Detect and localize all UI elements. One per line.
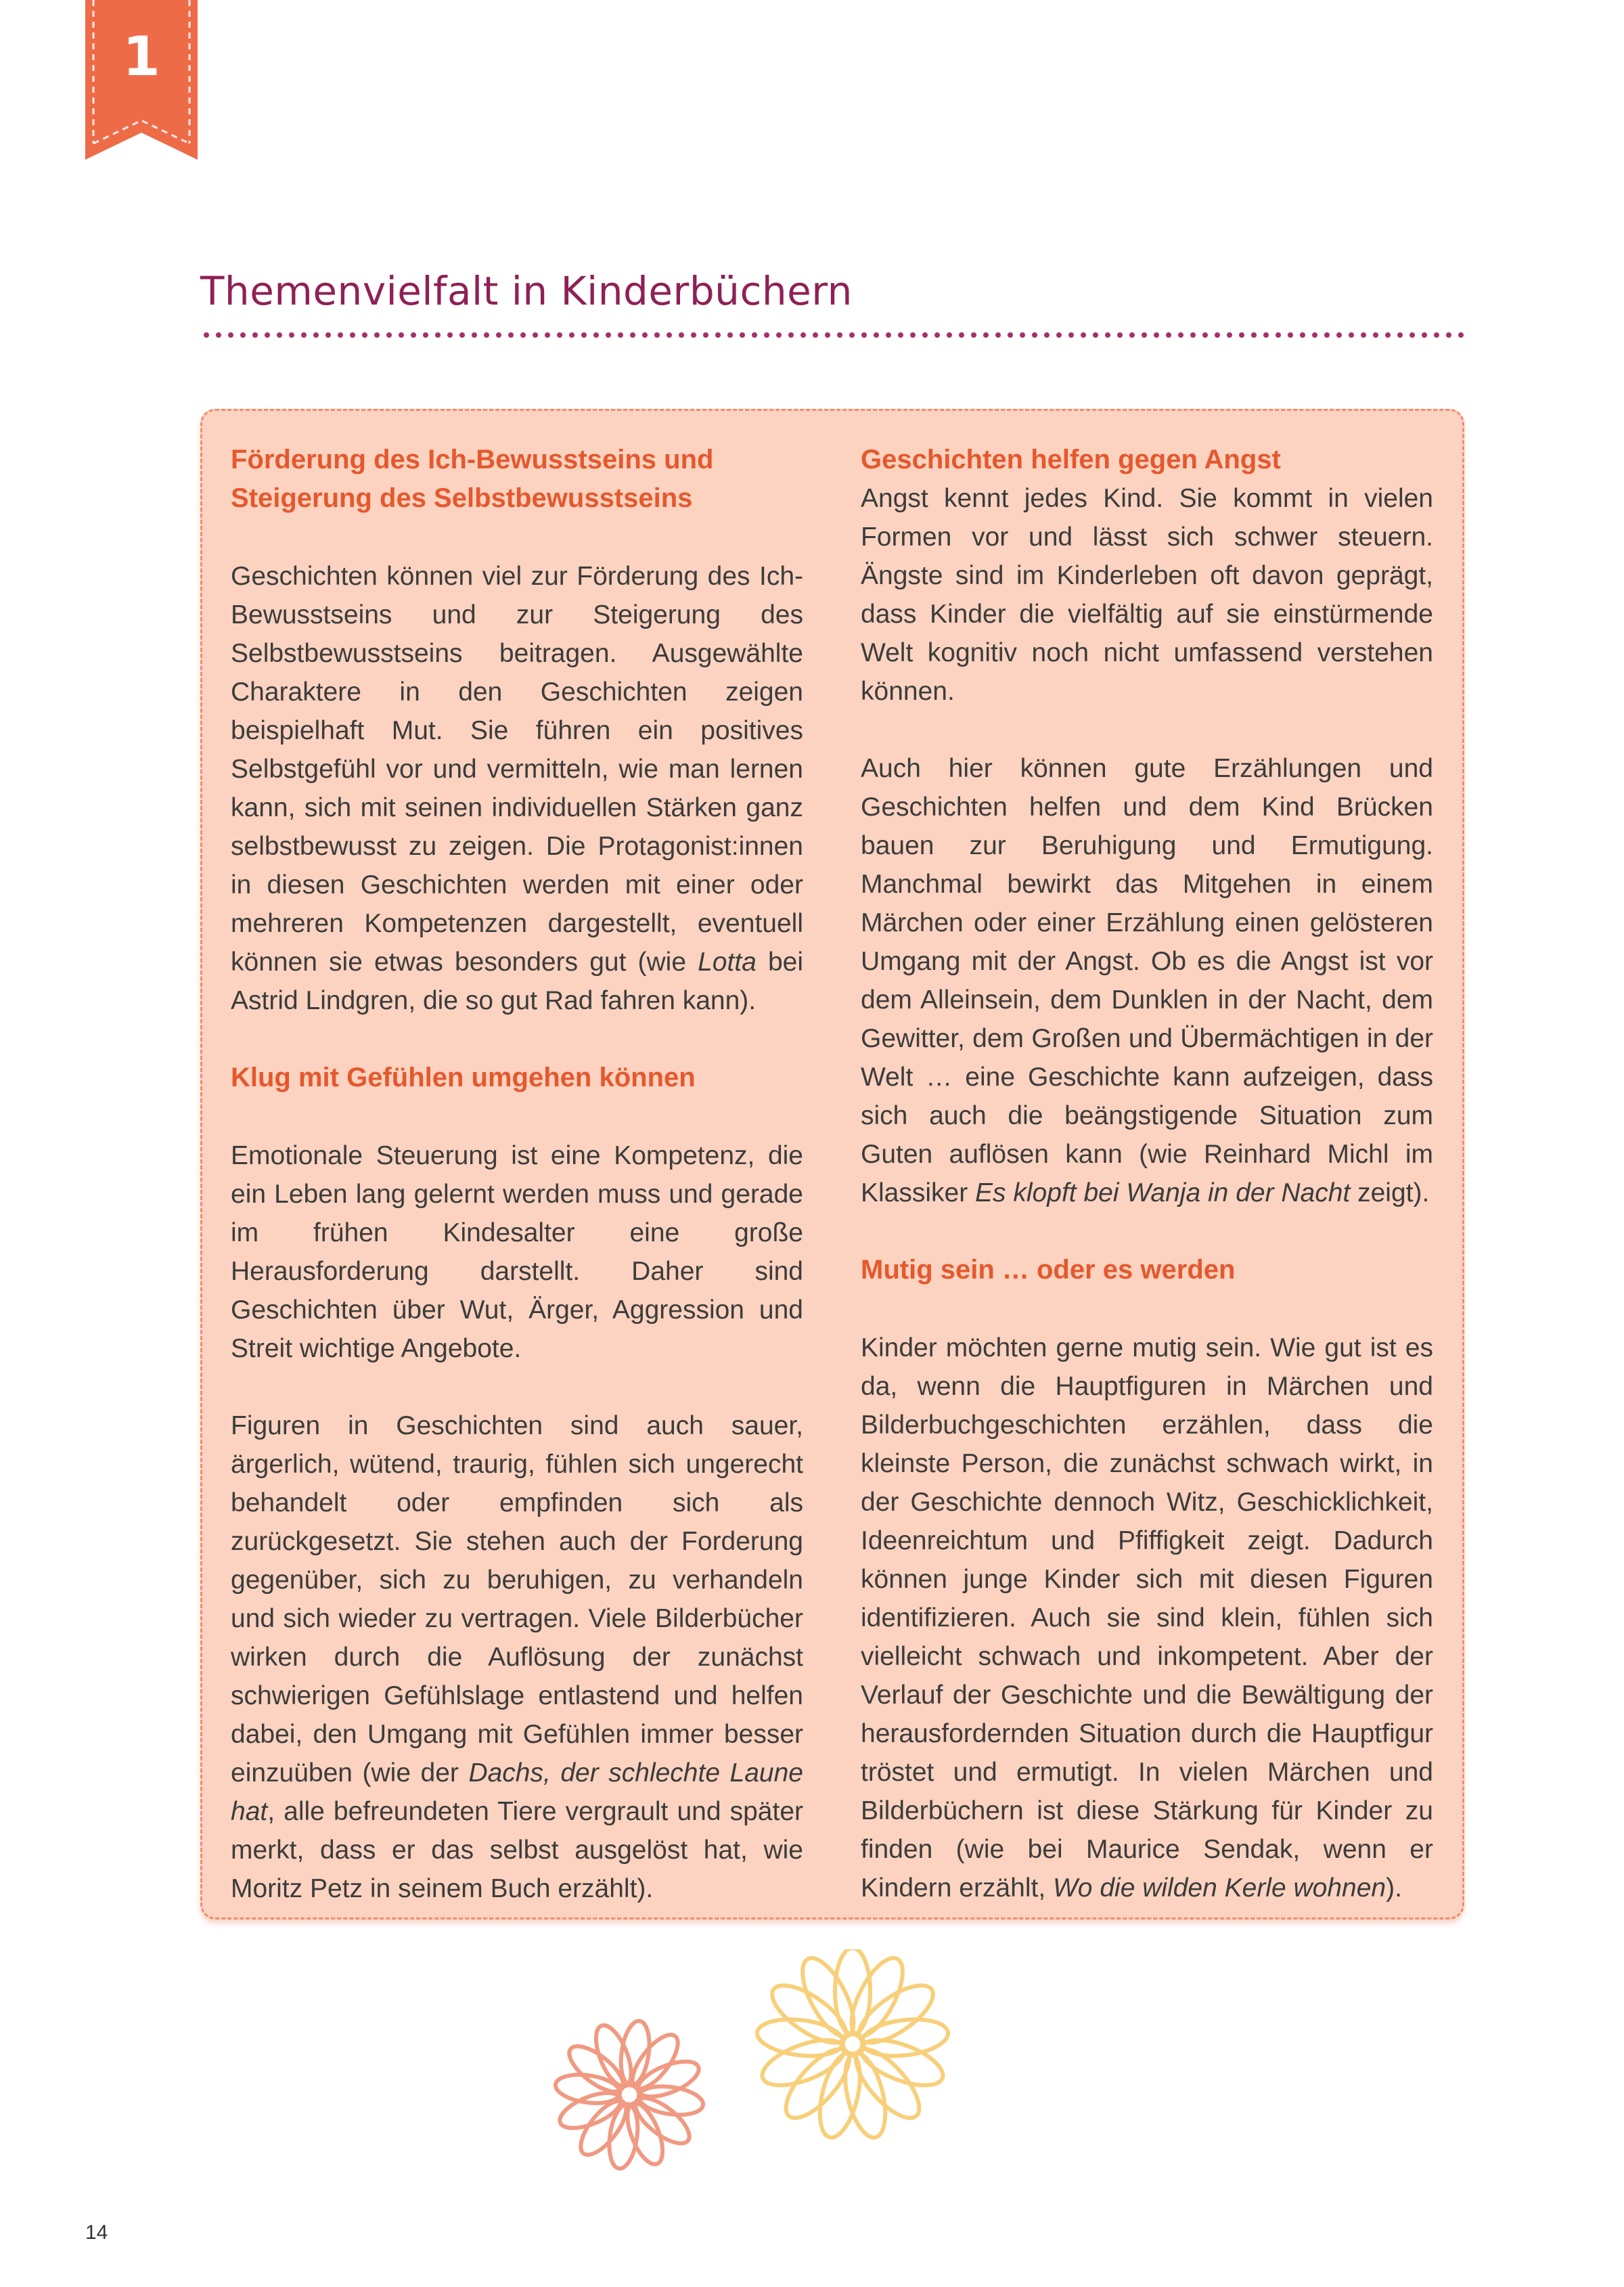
flower-petal (860, 2015, 950, 2060)
content-box (200, 409, 1464, 1919)
page-number: 14 (85, 2221, 108, 2244)
section-heading-selbstbewusstsein: Förderung des Ich-Bewusstseins und Steigerung des Selbstbewusstseins (231, 445, 714, 513)
decorative-flowers (528, 1949, 1015, 2179)
section-heading-gefuehle: Klug mit Gefühlen umgehen können (231, 1063, 696, 1092)
page-title: Themenvielfalt in Kinderbüchern (200, 268, 853, 314)
title-dotted-rule (200, 332, 1467, 338)
book-title-lotta: Lotta (698, 948, 757, 977)
book-title-wilde-kerle: Wo die wilden Kerle wohnen (1053, 1873, 1386, 1903)
flower-petal (589, 2021, 638, 2091)
section-heading-mutig: Mutig sein … oder es werden (861, 1255, 1236, 1285)
book-title-dachs: Dachs, der schlechte Laune hat (231, 1758, 803, 1826)
section-heading-angst: Geschichten helfen gegen Angst (861, 445, 1281, 474)
flower-center (618, 2084, 640, 2106)
paragraph-figuren: Figuren in Geschichten sind auch sauer, ärgerlich, wütend, traurig, fühlen sich ungerecht behandelt oder empfinden sich als zurückgesetzt. Sie stehen auch der Forderung gegenüber, sich zu beruhigen, zu verhandeln und sich wieder zu vertragen. Viele Bilderbücher wirken durch die Auflösung der zunächst schwierigen Gefühlslage entlastend und helfen dabei, den Umgang mit Gefühlen immer besser einzuüben (wie der Dachs, der schlechte Laune hat, alle befreundeten Tiere vergrault und später merkt, dass er das selbst ausgelöst hat, wie Moritz Petz in seinem Buch erzählt). (231, 1411, 803, 1903)
paragraph-angst: Angst kennt jedes Kind. Sie kommt in vielen Formen vor und lässt sich schwer steuern. Ängste sind im Kinderleben oft davon geprägt, dass Kinder die vielfältig auf sie einstürmende Welt kognitiv noch nicht umfassend verstehen können. (861, 484, 1433, 706)
paragraph-selbstbewusstsein: Geschichten können viel zur Förderung des Ich-Bewusstseins und zur Steigerung des Selbstbewusstseins beitragen. Ausgewählte Charaktere in den Geschichten zeigen beispielhaft Mut. Sie führen ein positives Selbstgefühl vor und vermitteln, wie man lernen kann, sich mit seinen individuellen Stärken ganz selbstbewusst zu zeigen. Die Protagonist:innen in diesen Geschichten werden mit einer oder mehreren Kompetenzen dargestellt, eventuell können sie etwas besonders gut (wie Lotta bei Astrid Lindgren, die so gut Rad fahren kann). (231, 562, 803, 1015)
right-column (861, 441, 1433, 1907)
left-column (231, 441, 803, 1908)
flower-petal (755, 2015, 845, 2060)
flower-petal (757, 2031, 850, 2095)
paragraph-erzaehlungen: Auch hier können gute Erzählungen und Geschichten helfen und dem Kind Brücken bauen zur Beruhigung und Ermutigung. Manchmal bewirkt das Mitgehen in einem Märchen oder einer Erzählung einen gelösteren Umgang mit der Angst. Ob es die Angst ist vor dem Alleinsein, dem Dunklen in der Nacht, dem Gewitter, dem Großen und Übermächtigen in der Welt … eine Geschichte kann aufzeigen, dass sich auch die beängstigende Situation zum Guten auflösen kann (wie Reinhard Michl im Klassiker Es klopft bei Wanja in der Nacht zeigt). (861, 754, 1433, 1207)
paragraph-emotionale-steuerung: Emotionale Steuerung ist eine Kompetenz, die ein Leben lang gelernt werden muss und gerade im frühen Kindesalter eine große Herausforderung darstellt. Daher sind Geschichten über Wut, Ärger, Aggression und Streit wichtige Angebote. (231, 1141, 803, 1363)
book-title-wanja: Es klopft bei Wanja in der Nacht (975, 1178, 1351, 1207)
chapter-number: 1 (122, 25, 160, 88)
flower-left-icon (554, 2019, 704, 2170)
flower-right-icon (755, 1949, 950, 2141)
paragraph-mutig: Kinder möchten gerne mutig sein. Wie gut ist es da, wenn die Hauptfiguren in Märchen und Bilderbuchgeschichten erzählen, dass die kleinste Person, die zunächst schwach wirkt, in der Geschichte dennoch Witz, Geschicklichkeit, Ideenreichtum und Pfiffigkeit zeigt. Dadurch können junge Kinder sich mit diesen Figuren identifizieren. Auch sie sind klein, fühlen sich vielleicht schwach und inkompetent. Aber der Verlauf der Geschichte und die Bewältigung der herausfordernden Situation durch die Hauptfigur tröstet und ermutigt. In vielen Märchen und Bilderbüchern ist diese Stärkung für Kinder zu finden (wie bei Maurice Sendak, wenn er Kindern erzählt, Wo die wilden Kerle wohnen). (861, 1333, 1433, 1903)
